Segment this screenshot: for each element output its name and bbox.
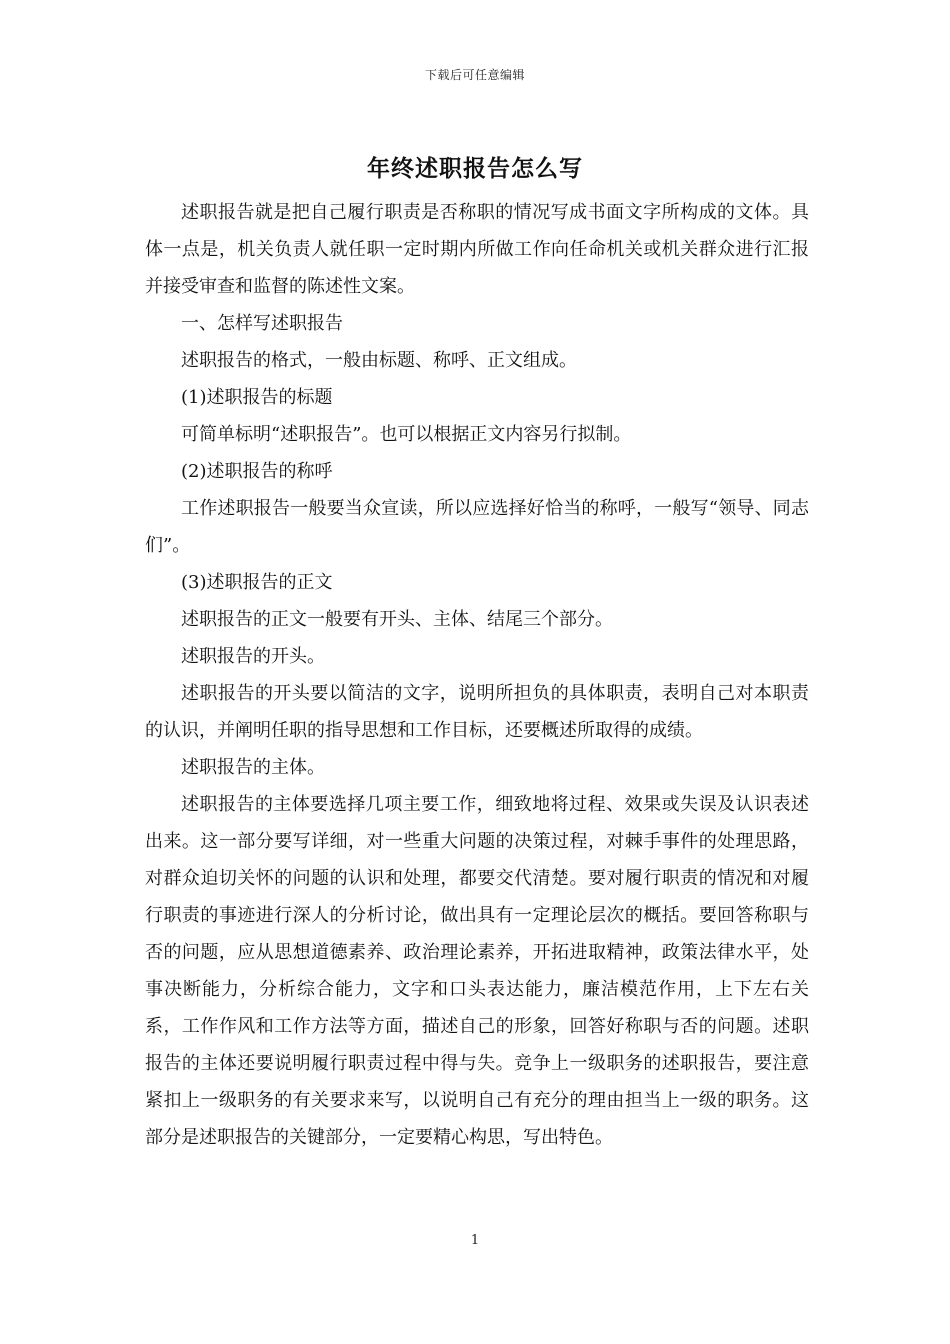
paragraph: 述职报告的开头要以简洁的文字，说明所担负的具体职责，表明自己对本职责的认识，并阐明任职的指导思想和工作目标，还要概述所取得的成绩。 <box>145 683 809 741</box>
subheading: (2)述职报告的称呼 <box>181 461 333 482</box>
page-number: 1 <box>470 1233 480 1248</box>
paragraph: 述职报告的格式，一般由标题、称呼、正文组成。 <box>181 350 577 371</box>
document-title: 年终述职报告怎么写 <box>367 155 583 182</box>
subheading: (3)述职报告的正文 <box>181 572 333 593</box>
paragraph: 述职报告的正文一般要有开头、主体、结尾三个部分。 <box>181 609 613 630</box>
section-heading: 一、怎样写述职报告 <box>181 313 343 334</box>
paragraph: 工作述职报告一般要当众宣读，所以应选择好恰当的称呼，一般写“领导、同志们”。 <box>145 498 809 556</box>
paragraph: 可简单标明“述职报告”。也可以根据正文内容另行拟制。 <box>181 424 632 445</box>
paragraph-intro: 述职报告就是把自己履行职责是否称职的情况写成书面文字所构成的文体。具体一点是，机关负责人就任职一定时期内所做工作向任命机关或机关群众进行汇报并接受审查和监督的陈述性文案。 <box>145 202 809 297</box>
document-body <box>145 194 809 1156</box>
subheading: 述职报告的主体。 <box>181 757 325 778</box>
header-note: 下载后可任意编辑 <box>424 68 525 82</box>
paragraph: 述职报告的主体要选择几项主要工作，细致地将过程、效果或失误及认识表述出来。这一部分要写详细，对一些重大问题的决策过程，对棘手事件的处理思路，对群众迫切关怀的问题的认识和处理，都要交代清楚。要对履行职责的情况和对履行职责的事迹进行深人的分析讨论，做出具有一定理论层次的概括。要回答称职与否的问题，应从思想道德素养、政治理论素养，开拓进取精神，政策法律水平，处事决断能力，分析综合能力，文字和口头表达能力，廉洁模范作用，上下左右关系，工作作风和工作方法等方面，描述自己的形象，回答好称职与否的问题。述职报告的主体还要说明履行职责过程中得与失。竞争上一级职务的述职报告，要注意紧扣上一级职务的有关要求来写，以说明自己有充分的理由担当上一级的职务。这部分是述职报告的关键部分，一定要精心构思，写出特色。 <box>145 794 809 1148</box>
subheading: (1)述职报告的标题 <box>181 387 333 408</box>
subheading: 述职报告的开头。 <box>181 646 325 667</box>
